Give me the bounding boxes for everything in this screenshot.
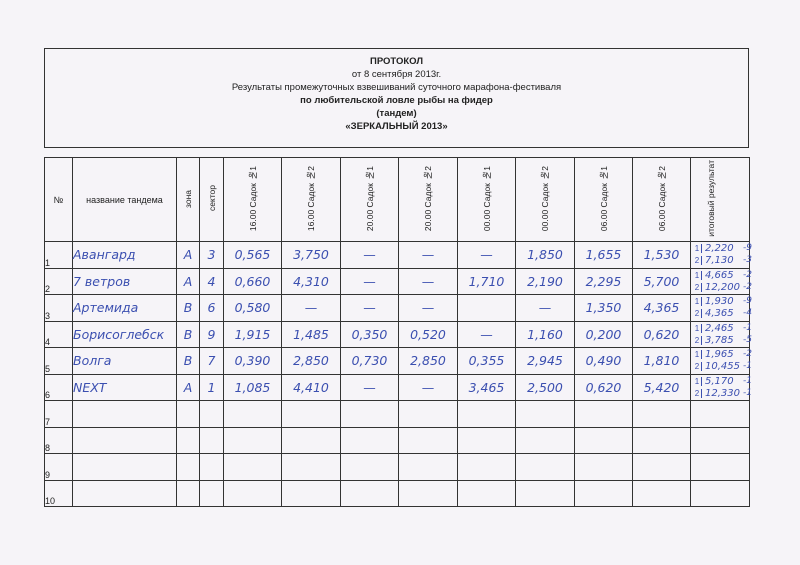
col-header-c7: 06.00 Садок №1: [575, 158, 633, 242]
cell-c4-value: —: [421, 273, 435, 289]
result-value: 1,965: [705, 349, 734, 361]
tandem-name-text: Авангард: [73, 247, 136, 263]
cell-c2-value: 4,310: [293, 273, 329, 289]
cell-c7: [575, 242, 633, 269]
cell-c8: [633, 427, 691, 454]
row-number: 9: [45, 454, 73, 481]
cell-sector-value: 3: [207, 247, 216, 263]
cell-zone: [177, 321, 200, 348]
cell-c1-value: 0,565: [234, 247, 271, 263]
cell-c3: [341, 242, 399, 269]
cell-sector: [200, 242, 224, 269]
cell-c3: [341, 348, 399, 375]
tandem-name: [73, 480, 177, 507]
result-value: 4,665: [705, 269, 734, 281]
table-row: [45, 295, 750, 322]
cell-c7-value: 0,620: [585, 379, 622, 395]
cell-c6: [516, 348, 575, 375]
result-line: [693, 387, 749, 399]
tandem-name-text: 7 ветров: [73, 273, 131, 289]
tandem-name-text: Волга: [73, 353, 112, 369]
cell-sector: [200, 480, 224, 507]
row-number: 4: [45, 321, 73, 348]
cell-zone-value: B: [183, 300, 193, 316]
cell-c7: [575, 401, 633, 428]
cell-sector: [200, 348, 224, 375]
cell-c2-value: 3,750: [293, 247, 329, 263]
cell-c2: [282, 321, 341, 348]
cell-c5: [458, 321, 516, 348]
result-value: 4,365: [705, 308, 734, 320]
cell-c4: [399, 348, 458, 375]
cell-c7-value: 0,200: [585, 326, 622, 342]
final-result: [691, 427, 750, 454]
cell-sector: [200, 268, 224, 295]
protocol-subtitle: Результаты промежуточных взвешиваний суточного марафона-фестиваля: [231, 82, 562, 93]
table-row: [45, 454, 750, 481]
result-line: [693, 296, 749, 308]
cell-c7: [575, 321, 633, 348]
cell-c6: [516, 374, 575, 401]
cell-zone-value: A: [183, 247, 193, 263]
cell-sector: [200, 401, 224, 428]
tandem-name: [73, 374, 177, 401]
cell-c4-value: 0,520: [410, 326, 446, 342]
cell-c8: [633, 348, 691, 375]
cell-c8-value: 4,365: [643, 300, 680, 316]
cell-zone-value: A: [183, 273, 193, 289]
cell-c7-value: 1,655: [585, 247, 622, 263]
result-index: 2: [693, 389, 702, 398]
cell-c6-value: 2,500: [527, 379, 563, 395]
cell-c7: [575, 480, 633, 507]
row-number: 3: [45, 295, 73, 322]
cell-c3: [341, 401, 399, 428]
cell-c1-value: 1,915: [234, 326, 271, 342]
cell-zone-value: B: [183, 326, 193, 342]
cell-c4-value: —: [421, 247, 435, 263]
cell-sector-value: 4: [207, 273, 216, 289]
row-number: 6: [45, 374, 73, 401]
result-index: 1: [693, 244, 702, 253]
cell-c5: [458, 401, 516, 428]
cell-c6: [516, 454, 575, 481]
row-number: 1: [45, 242, 73, 269]
cell-c8: [633, 401, 691, 428]
table-row: [45, 268, 750, 295]
cell-c7: [575, 427, 633, 454]
cell-c5-value: 3,465: [468, 379, 505, 395]
table-header-row: [45, 158, 750, 242]
cell-c3-value: —: [363, 273, 376, 289]
result-value: 2,465: [705, 322, 734, 334]
cell-c1: [224, 268, 282, 295]
result-index: 1: [693, 324, 702, 333]
cell-c5-value: —: [480, 326, 493, 342]
col-header-c5: 00.00 Садок №1: [458, 158, 516, 242]
tandem-name: [73, 348, 177, 375]
col-header-name: название тандема: [73, 158, 177, 242]
cell-c2-value: 4,410: [293, 379, 329, 395]
cell-c1: [224, 295, 282, 322]
result-line: [693, 308, 749, 320]
cell-c7-value: 2,295: [585, 273, 622, 289]
rank-mark: -2: [743, 269, 752, 280]
cell-c4: [399, 427, 458, 454]
protocol-format: (тандем): [376, 108, 417, 119]
cell-c2: [282, 480, 341, 507]
cell-c8: [633, 454, 691, 481]
cell-c1-value: 0,390: [234, 353, 271, 369]
cell-c8: [633, 480, 691, 507]
result-index: 2: [693, 362, 702, 371]
cell-c2: [282, 427, 341, 454]
cell-c1: [224, 427, 282, 454]
result-line: [693, 243, 749, 255]
rank-mark: -1: [743, 375, 752, 386]
cell-c2-value: —: [304, 300, 318, 316]
cell-c2-value: 2,850: [293, 353, 329, 369]
cell-c1-value: 0,660: [234, 273, 271, 289]
table-row: [45, 401, 750, 428]
cell-zone: [177, 454, 200, 481]
table-row: [45, 374, 750, 401]
col-header-sector: сектор: [200, 158, 224, 242]
cell-c4: [399, 268, 458, 295]
cell-c8-value: 1,810: [643, 353, 680, 369]
cell-zone-value: A: [183, 379, 193, 395]
protocol-discipline: по любительской ловле рыбы на фидер: [300, 95, 493, 106]
result-index: 1: [693, 297, 702, 306]
final-result: [691, 268, 750, 295]
cell-c4: [399, 242, 458, 269]
tandem-name-text: Борисоглебск: [73, 326, 165, 342]
rank-mark: -1: [743, 322, 752, 333]
cell-c3-value: 0,350: [351, 326, 388, 342]
result-index: 2: [693, 309, 702, 318]
col-header-c3: 20.00 Садок №1: [341, 158, 399, 242]
cell-sector: [200, 374, 224, 401]
cell-c3-value: 0,730: [351, 353, 388, 369]
rank-mark: -1: [743, 361, 752, 371]
cell-c3-value: —: [363, 300, 376, 316]
cell-c2: [282, 401, 341, 428]
cell-c4: [399, 321, 458, 348]
cell-c4: [399, 295, 458, 322]
row-number: 2: [45, 268, 73, 295]
cell-c7: [575, 374, 633, 401]
cell-c7-value: 1,350: [585, 300, 622, 316]
col-header-no: №: [45, 158, 73, 242]
cell-c6: [516, 242, 575, 269]
cell-c5: [458, 454, 516, 481]
result-value: 12,200: [705, 281, 740, 293]
cell-c1: [224, 480, 282, 507]
result-line: [693, 281, 749, 293]
rank-mark: -2: [743, 281, 752, 292]
cell-c5: [458, 348, 516, 375]
cell-c3: [341, 427, 399, 454]
cell-c2: [282, 242, 341, 269]
cell-c3: [341, 321, 399, 348]
result-line: [693, 322, 749, 334]
cell-zone: [177, 427, 200, 454]
cell-c3: [341, 374, 399, 401]
cell-c3: [341, 454, 399, 481]
row-number: 5: [45, 348, 73, 375]
cell-c5-value: 0,355: [468, 353, 505, 369]
cell-c6: [516, 480, 575, 507]
result-value: 5,170: [705, 375, 734, 387]
cell-zone: [177, 295, 200, 322]
cell-c6-value: —: [538, 300, 552, 316]
cell-c6: [516, 268, 575, 295]
row-number: 8: [45, 427, 73, 454]
cell-c4-value: —: [421, 379, 435, 395]
cell-zone: [177, 242, 200, 269]
tandem-name: [73, 242, 177, 269]
final-result: [691, 480, 750, 507]
rank-mark: -4: [743, 308, 752, 318]
cell-c4: [399, 454, 458, 481]
cell-c8: [633, 321, 691, 348]
cell-sector-value: 7: [207, 353, 216, 369]
cell-zone-value: B: [183, 353, 193, 369]
cell-c3-value: —: [363, 247, 376, 263]
cell-c3-value: —: [363, 379, 376, 395]
cell-c6: [516, 295, 575, 322]
cell-zone: [177, 268, 200, 295]
protocol-event-name: «ЗЕРКАЛЬНЫЙ 2013»: [345, 121, 448, 132]
tandem-name-text: Артемида: [73, 300, 139, 316]
cell-c2: [282, 454, 341, 481]
cell-c6-value: 2,945: [527, 353, 563, 369]
cell-c3: [341, 480, 399, 507]
col-header-c8: 06.00 Садок №2: [633, 158, 691, 242]
col-header-c1: 16.00 Садок №1: [224, 158, 282, 242]
cell-c7: [575, 348, 633, 375]
cell-c2-value: 1,485: [293, 326, 329, 342]
result-value: 3,785: [705, 334, 734, 346]
cell-c8: [633, 242, 691, 269]
cell-sector-value: 9: [207, 326, 216, 342]
tandem-name: [73, 401, 177, 428]
result-line: [693, 334, 749, 346]
col-header-c2: 16.00 Садок №2: [282, 158, 341, 242]
rank-mark: -1: [743, 387, 752, 398]
cell-c4: [399, 401, 458, 428]
cell-c2: [282, 268, 341, 295]
rank-mark: -9: [743, 243, 752, 253]
final-result: [691, 401, 750, 428]
result-line: [693, 349, 749, 361]
cell-zone: [177, 348, 200, 375]
cell-c8: [633, 268, 691, 295]
cell-c8: [633, 374, 691, 401]
protocol-header: [44, 48, 749, 148]
results-table: [44, 157, 750, 507]
final-result: [691, 374, 750, 401]
table-row: [45, 242, 750, 269]
table-row: [45, 348, 750, 375]
cell-c4: [399, 480, 458, 507]
cell-sector: [200, 427, 224, 454]
cell-zone: [177, 401, 200, 428]
cell-c1: [224, 242, 282, 269]
cell-c7: [575, 454, 633, 481]
cell-c7: [575, 295, 633, 322]
table-row: [45, 321, 750, 348]
col-header-result: итоговый результат: [691, 158, 750, 242]
result-value: 12,330: [705, 387, 740, 399]
cell-c6: [516, 401, 575, 428]
result-line: [693, 361, 749, 373]
result-index: 1: [693, 271, 702, 280]
result-index: 2: [693, 336, 702, 345]
cell-c1: [224, 454, 282, 481]
result-index: 1: [693, 350, 702, 359]
cell-zone: [177, 374, 200, 401]
result-index: 1: [693, 377, 702, 386]
cell-c6-value: 1,850: [527, 247, 563, 263]
cell-c8-value: 1,530: [643, 247, 680, 263]
cell-c6-value: 2,190: [527, 273, 563, 289]
tandem-name: [73, 454, 177, 481]
final-result: [691, 295, 750, 322]
tandem-name: [73, 268, 177, 295]
cell-c6: [516, 427, 575, 454]
cell-c8-value: 0,620: [643, 326, 680, 342]
cell-c3: [341, 268, 399, 295]
cell-c5: [458, 242, 516, 269]
cell-c1: [224, 348, 282, 375]
cell-c4: [399, 374, 458, 401]
final-result: [691, 321, 750, 348]
cell-c5: [458, 374, 516, 401]
result-index: 2: [693, 283, 702, 292]
cell-c2: [282, 374, 341, 401]
rank-mark: -9: [743, 296, 752, 306]
result-line: [693, 255, 749, 267]
cell-zone: [177, 480, 200, 507]
final-result: [691, 454, 750, 481]
cell-c2: [282, 348, 341, 375]
final-result: [691, 348, 750, 375]
cell-sector-value: 6: [207, 300, 216, 316]
rank-mark: -5: [743, 334, 752, 345]
tandem-name-text: NEXT: [73, 379, 107, 395]
cell-c5: [458, 268, 516, 295]
cell-c1: [224, 401, 282, 428]
row-number: 10: [45, 480, 73, 507]
protocol-title: ПРОТОКОЛ: [369, 56, 423, 67]
cell-c7-value: 0,490: [585, 353, 622, 369]
cell-c1-value: 0,580: [234, 300, 271, 316]
cell-sector: [200, 454, 224, 481]
cell-c8: [633, 295, 691, 322]
final-result: [691, 242, 750, 269]
cell-c2: [282, 295, 341, 322]
cell-c5: [458, 480, 516, 507]
cell-c5-value: —: [480, 247, 493, 263]
col-header-c4: 20.00 Садок №2: [399, 158, 458, 242]
cell-c1-value: 1,085: [234, 379, 271, 395]
cell-c8-value: 5,700: [643, 273, 680, 289]
result-value: 1,930: [705, 296, 734, 308]
tandem-name: [73, 295, 177, 322]
cell-c6-value: 1,160: [527, 326, 563, 342]
cell-c5-value: 1,710: [468, 273, 505, 289]
table-row: [45, 480, 750, 507]
rank-mark: -3: [743, 255, 752, 265]
result-index: 2: [693, 256, 702, 265]
cell-c6: [516, 321, 575, 348]
row-number: 7: [45, 401, 73, 428]
cell-c5: [458, 295, 516, 322]
result-value: 2,220: [705, 243, 734, 255]
col-header-c6: 00.00 Садок №2: [516, 158, 575, 242]
rank-mark: -2: [743, 349, 752, 359]
cell-c4-value: —: [421, 300, 435, 316]
cell-c5: [458, 427, 516, 454]
result-line: [693, 269, 749, 281]
cell-c8-value: 5,420: [643, 379, 680, 395]
protocol-date: от 8 сентября 2013г.: [351, 69, 442, 80]
tandem-name: [73, 427, 177, 454]
cell-c3: [341, 295, 399, 322]
result-value: 10,455: [705, 361, 740, 373]
table-row: [45, 427, 750, 454]
cell-c4-value: 2,850: [410, 353, 446, 369]
cell-c7: [575, 268, 633, 295]
cell-sector-value: 1: [207, 379, 216, 395]
result-line: [693, 375, 749, 387]
cell-sector: [200, 295, 224, 322]
cell-sector: [200, 321, 224, 348]
col-header-zone: зона: [177, 158, 200, 242]
cell-c1: [224, 374, 282, 401]
tandem-name: [73, 321, 177, 348]
cell-c1: [224, 321, 282, 348]
result-value: 7,130: [705, 255, 734, 267]
